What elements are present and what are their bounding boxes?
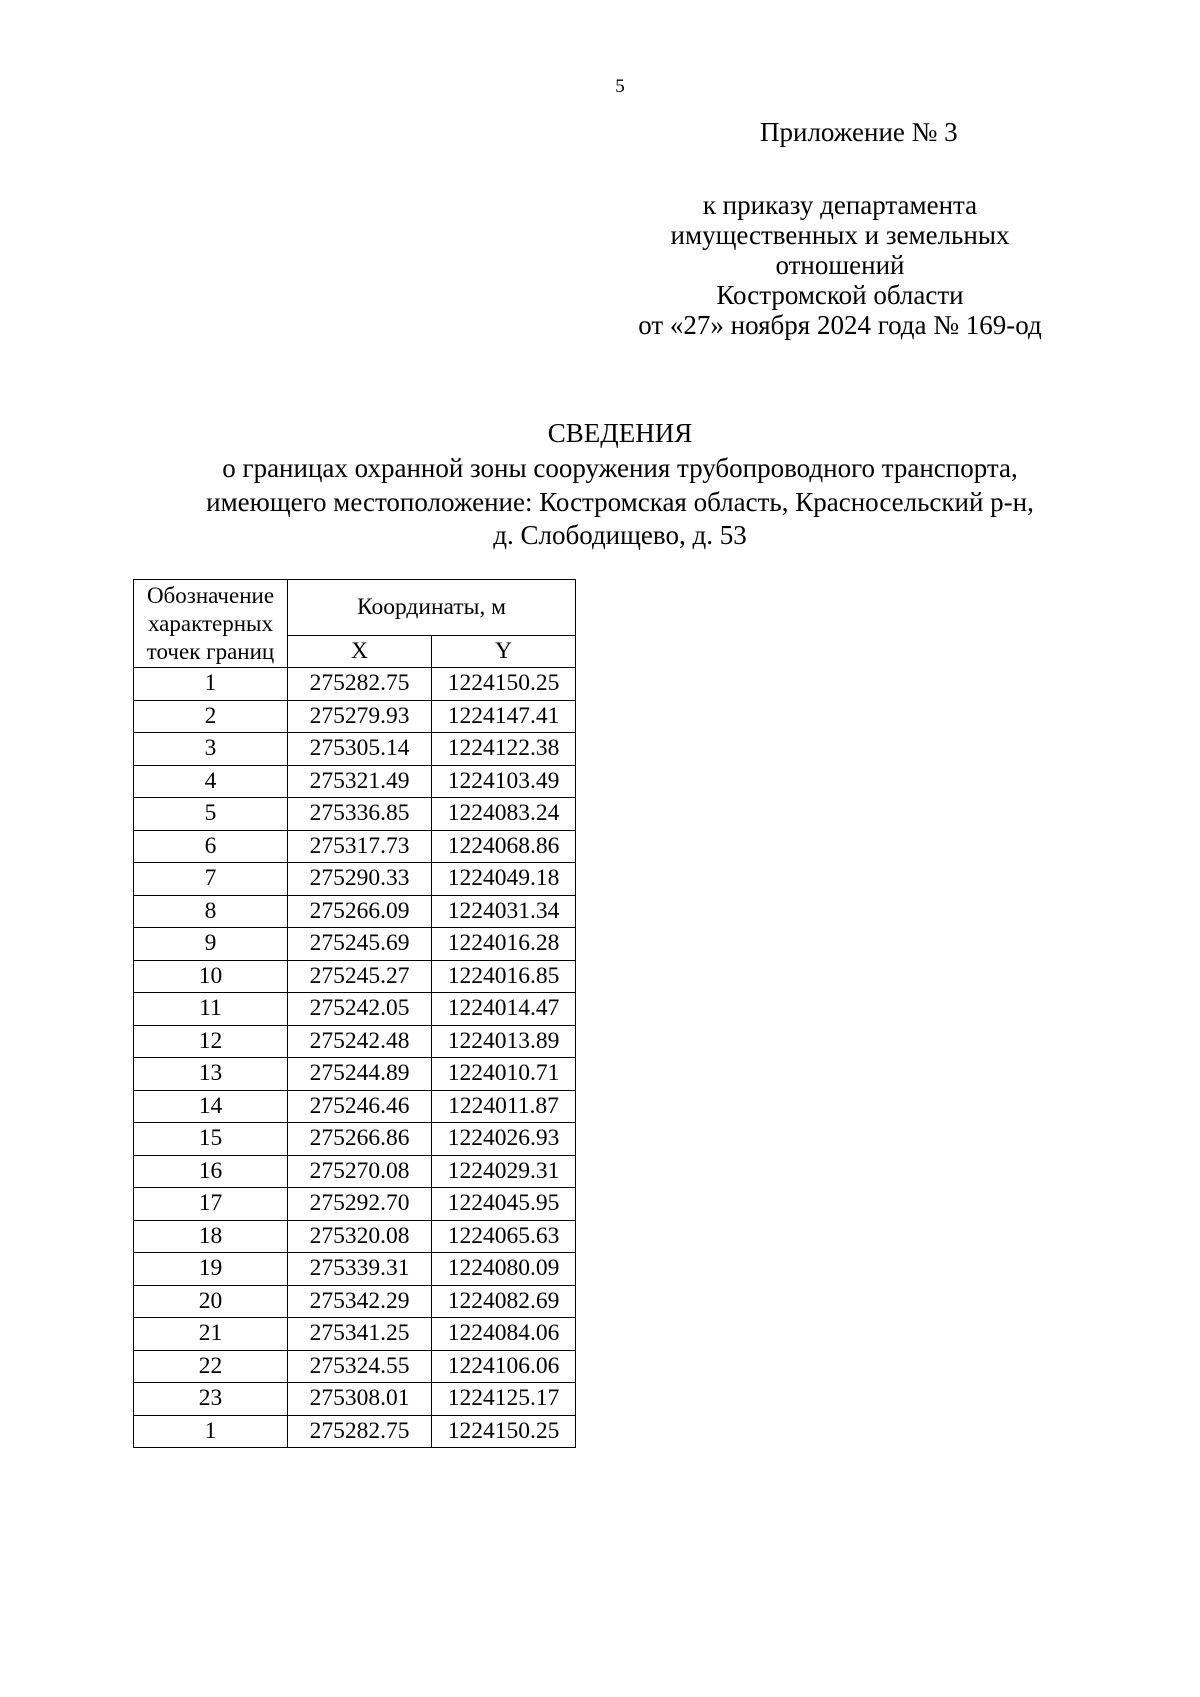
appendix-line: имущественных и земельных	[670, 220, 1010, 250]
y-coordinate-cell: 1224080.09	[432, 1253, 576, 1286]
table-row	[134, 928, 576, 961]
subheading-line: д. Слободищево, д. 53	[493, 520, 747, 550]
x-coordinate-cell: 275317.73	[288, 830, 432, 863]
x-coordinate-cell: 275270.08	[288, 1155, 432, 1188]
y-coordinate-cell: 1224013.89	[432, 1025, 576, 1058]
page-number: 5	[615, 76, 625, 97]
point-number-cell: 8	[134, 895, 288, 928]
y-coordinate-cell: 1224045.95	[432, 1188, 576, 1221]
point-number-cell: 21	[134, 1318, 288, 1351]
table-row	[134, 1090, 576, 1123]
x-coordinate-cell: 275305.14	[288, 733, 432, 766]
y-coordinate-cell: 1224083.24	[432, 798, 576, 831]
y-coordinate-cell: 1224011.87	[432, 1090, 576, 1123]
table-row	[134, 1220, 576, 1253]
table-header-row	[134, 580, 576, 636]
x-coordinate-cell: 275342.29	[288, 1285, 432, 1318]
document-subheading	[0, 452, 1200, 553]
x-coordinate-cell: 275282.75	[288, 1415, 432, 1448]
point-number-cell: 1	[134, 668, 288, 701]
table-row	[134, 895, 576, 928]
x-coordinate-cell: 275336.85	[288, 798, 432, 831]
appendix-line: Костромской области	[716, 280, 964, 310]
header-point-designation: Обозначение характерных точек границ	[134, 580, 288, 668]
point-number-cell: 12	[134, 1025, 288, 1058]
table-row	[134, 1415, 576, 1448]
table-row	[134, 1058, 576, 1091]
point-number-cell: 14	[134, 1090, 288, 1123]
y-coordinate-cell: 1224065.63	[432, 1220, 576, 1253]
point-number-cell: 2	[134, 700, 288, 733]
y-coordinate-cell: 1224084.06	[432, 1318, 576, 1351]
y-coordinate-cell: 1224016.85	[432, 960, 576, 993]
table-row	[134, 765, 576, 798]
table-row	[134, 798, 576, 831]
point-number-cell: 15	[134, 1123, 288, 1156]
x-coordinate-cell: 275242.05	[288, 993, 432, 1026]
x-coordinate-cell: 275244.89	[288, 1058, 432, 1091]
table-row	[134, 830, 576, 863]
y-coordinate-cell: 1224122.38	[432, 733, 576, 766]
table-row	[134, 700, 576, 733]
point-number-cell: 11	[134, 993, 288, 1026]
point-number-cell: 1	[134, 1415, 288, 1448]
x-coordinate-cell: 275246.46	[288, 1090, 432, 1123]
table-row	[134, 960, 576, 993]
table-row	[134, 1383, 576, 1416]
y-coordinate-cell: 1224150.25	[432, 1415, 576, 1448]
appendix-line: отношений	[775, 250, 905, 280]
y-coordinate-cell: 1224049.18	[432, 863, 576, 896]
appendix-line: к приказу департамента	[702, 190, 978, 220]
y-coordinate-cell: 1224103.49	[432, 765, 576, 798]
table-row	[134, 733, 576, 766]
header-y: Y	[432, 636, 576, 668]
y-coordinate-cell: 1224068.86	[432, 830, 576, 863]
x-coordinate-cell: 275266.09	[288, 895, 432, 928]
coordinates-table	[133, 579, 576, 1448]
table-row	[134, 993, 576, 1026]
table-row	[134, 1318, 576, 1351]
point-number-cell: 22	[134, 1350, 288, 1383]
table-row	[134, 1155, 576, 1188]
x-coordinate-cell: 275339.31	[288, 1253, 432, 1286]
x-coordinate-cell: 275308.01	[288, 1383, 432, 1416]
y-coordinate-cell: 1224147.41	[432, 700, 576, 733]
point-number-cell: 4	[134, 765, 288, 798]
point-number-cell: 7	[134, 863, 288, 896]
point-number-cell: 23	[134, 1383, 288, 1416]
x-coordinate-cell: 275290.33	[288, 863, 432, 896]
point-number-cell: 18	[134, 1220, 288, 1253]
table-row	[134, 668, 576, 701]
point-number-cell: 20	[134, 1285, 288, 1318]
table-body	[134, 668, 576, 1448]
y-coordinate-cell: 1224029.31	[432, 1155, 576, 1188]
y-coordinate-cell: 1224150.25	[432, 668, 576, 701]
x-coordinate-cell: 275282.75	[288, 668, 432, 701]
point-number-cell: 13	[134, 1058, 288, 1091]
point-number-cell: 3	[134, 733, 288, 766]
x-coordinate-cell: 275320.08	[288, 1220, 432, 1253]
header-coordinates: Координаты, м	[288, 580, 576, 636]
x-coordinate-cell: 275341.25	[288, 1318, 432, 1351]
table-row	[134, 1123, 576, 1156]
appendix-line: от «27» ноября 2024 года № 169-од	[638, 310, 1042, 340]
point-number-cell: 5	[134, 798, 288, 831]
y-coordinate-cell: 1224082.69	[432, 1285, 576, 1318]
subheading-line: о границах охранной зоны сооружения трубопроводного транспорта,	[222, 453, 1018, 483]
header-x: X	[288, 636, 432, 668]
table-row	[134, 1285, 576, 1318]
point-number-cell: 10	[134, 960, 288, 993]
point-number-cell: 19	[134, 1253, 288, 1286]
table-row	[134, 863, 576, 896]
x-coordinate-cell: 275279.93	[288, 700, 432, 733]
subheading-line: имеющего местоположение: Костромская область, Красносельский р-н,	[206, 486, 1034, 517]
y-coordinate-cell: 1224106.06	[432, 1350, 576, 1383]
x-coordinate-cell: 275324.55	[288, 1350, 432, 1383]
x-coordinate-cell: 275266.86	[288, 1123, 432, 1156]
x-coordinate-cell: 275321.49	[288, 765, 432, 798]
table-row	[134, 1025, 576, 1058]
y-coordinate-cell: 1224010.71	[432, 1058, 576, 1091]
x-coordinate-cell: 275245.27	[288, 960, 432, 993]
point-number-cell: 17	[134, 1188, 288, 1221]
point-number-cell: 9	[134, 928, 288, 961]
y-coordinate-cell: 1224031.34	[432, 895, 576, 928]
point-number-cell: 6	[134, 830, 288, 863]
y-coordinate-cell: 1224026.93	[432, 1123, 576, 1156]
y-coordinate-cell: 1224125.17	[432, 1383, 576, 1416]
table-row	[134, 1350, 576, 1383]
x-coordinate-cell: 275292.70	[288, 1188, 432, 1221]
y-coordinate-cell: 1224014.47	[432, 993, 576, 1026]
x-coordinate-cell: 275242.48	[288, 1025, 432, 1058]
point-number-cell: 16	[134, 1155, 288, 1188]
appendix-reference	[620, 190, 1060, 340]
table-row	[134, 1188, 576, 1221]
document-heading: СВЕДЕНИЯ	[547, 418, 693, 448]
appendix-title: Приложение № 3	[760, 117, 958, 147]
x-coordinate-cell: 275245.69	[288, 928, 432, 961]
table-row	[134, 1253, 576, 1286]
y-coordinate-cell: 1224016.28	[432, 928, 576, 961]
